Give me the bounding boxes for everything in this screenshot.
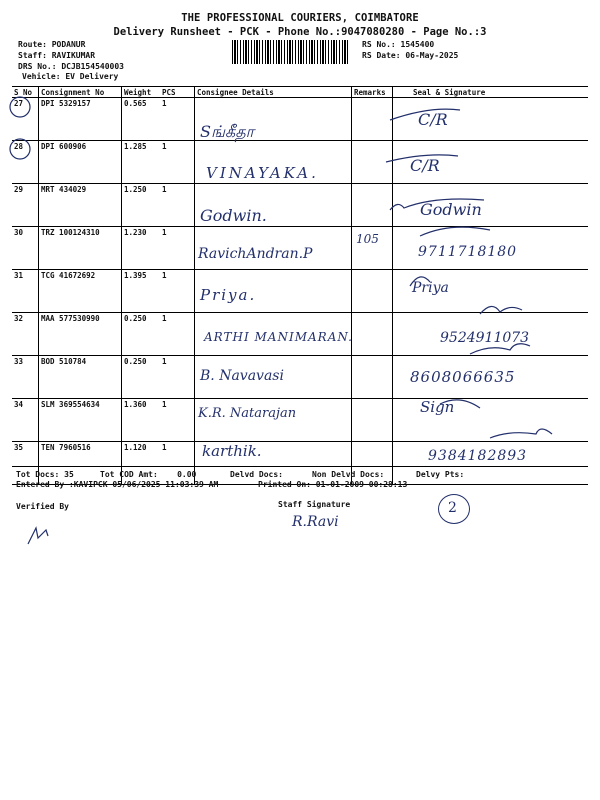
row-weight: 1.120: [122, 442, 161, 485]
seal-hw-35: 9384182893: [428, 448, 528, 464]
row-cn: TEN 7960516: [39, 442, 122, 485]
row-pcs: 1: [160, 270, 195, 313]
row-cn: TCG 41672692: [39, 270, 122, 313]
row-cn: DPI 5329157: [39, 98, 122, 141]
col-seal: Seal & Signature: [393, 87, 589, 98]
consignee-hw-27: Sங்கீதா: [200, 122, 254, 141]
row-cn: SLM 369554634: [39, 399, 122, 442]
row-sno: 27: [12, 98, 39, 141]
runsheet-title: Delivery Runsheet - PCK - Phone No.:9047080280 - Page No.:3: [113, 26, 487, 38]
row-sno: 34: [12, 399, 39, 442]
row-sno: 30: [12, 227, 39, 270]
consignee-hw-33: B. Navavasi: [200, 368, 284, 384]
staff-signature-label: Staff Signature: [278, 500, 351, 509]
company-title: THE PROFESSIONAL COURIERS, COIMBATORE: [181, 12, 419, 24]
seal-hw-33: 8608066635: [410, 368, 516, 386]
col-consignee: Consignee Details: [195, 87, 352, 98]
verified-by: Verified By: [16, 502, 69, 511]
delvd-docs: Delvd Docs:: [230, 470, 283, 479]
signature-scribbles: [380, 96, 580, 466]
delvy-pts: Delvy Pts:: [416, 470, 465, 479]
row-cn: BOD 510784: [39, 356, 122, 399]
entered-by: Entered By :KAVIPCK 05/06/2025 11:03:39 AM: [16, 480, 219, 489]
barcode: [232, 40, 350, 64]
row-pcs: 1: [160, 184, 195, 227]
row-weight: 1.230: [122, 227, 161, 270]
consignee-hw-28: VINAYAKA.: [206, 164, 319, 182]
printed-on: Printed On: 01-01-2009 00:28:13: [258, 480, 408, 489]
footer-divider: [12, 466, 588, 467]
row-pcs: 1: [160, 442, 195, 485]
non-delvd-docs: Non Delvd Docs:: [312, 470, 385, 479]
rs-number: RS No.: 1545400: [362, 40, 435, 49]
row-weight: 0.250: [122, 356, 161, 399]
seal-hw-29: Godwin: [420, 200, 482, 219]
col-weight: Weight: [122, 87, 161, 98]
row-sno: 32: [12, 313, 39, 356]
seal-hw-28: C/R: [410, 156, 440, 175]
route-label: Route: PODANUR: [18, 40, 86, 49]
vehicle-label: Vehicle: EV Delivery: [22, 72, 119, 81]
seal-hw-31: Priya: [412, 280, 449, 296]
row-cn: MRT 434029: [39, 184, 122, 227]
row-weight: 1.285: [122, 141, 161, 184]
seal-hw-30: 9711718180: [418, 244, 518, 260]
row-sno: 35: [12, 442, 39, 485]
consignee-hw-34: K.R. Natarajan: [198, 406, 297, 421]
row-pcs: 1: [160, 141, 195, 184]
col-pcs: PCS: [160, 87, 195, 98]
row-cn: TRZ 100124310: [39, 227, 122, 270]
staff-signature-hw: R.Ravi: [292, 514, 339, 530]
row-cn: DPI 600906: [39, 141, 122, 184]
remarks-hw: 105: [356, 232, 379, 246]
tot-cod: Tot COD Amt: 0.00: [100, 470, 197, 479]
row-weight: 1.250: [122, 184, 161, 227]
row-pcs: 1: [160, 313, 195, 356]
row-weight: 1.395: [122, 270, 161, 313]
verified-signature-mark: [26, 524, 52, 546]
consignee-hw-35: karthik.: [202, 442, 262, 460]
row-pcs: 1: [160, 227, 195, 270]
row-pcs: 1: [160, 399, 195, 442]
row-sno: 28: [12, 141, 39, 184]
row-weight: 0.565: [122, 98, 161, 141]
seal-hw-34: Sign: [420, 398, 455, 416]
staff-label: Staff: RAVIKUMAR: [18, 51, 96, 60]
col-consignment: Consignment No: [39, 87, 122, 98]
consignee-hw-32: ARTHI MANIMARAN.: [204, 330, 353, 344]
row-sno: 29: [12, 184, 39, 227]
row-cn: MAA 577530990: [39, 313, 122, 356]
seal-hw-32: 9524911073: [440, 330, 530, 346]
tot-docs: Tot Docs: 35: [16, 470, 74, 479]
col-remarks: Remarks: [352, 87, 393, 98]
row-sno: 31: [12, 270, 39, 313]
drs-label: DRS No.: DCJB154540003: [18, 62, 124, 71]
consignee-hw-29: Godwin.: [200, 206, 267, 225]
page-circle-number: 2: [448, 500, 457, 516]
row-weight: 1.360: [122, 399, 161, 442]
row-sno: 33: [12, 356, 39, 399]
consignee-hw-30: RavichAndran.P: [198, 246, 313, 262]
serial-circles: [8, 94, 34, 164]
col-sno: S No: [12, 87, 39, 98]
seal-hw-27: C/R: [418, 110, 448, 129]
row-weight: 0.250: [122, 313, 161, 356]
row-pcs: 1: [160, 98, 195, 141]
rs-date: RS Date: 06-May-2025: [362, 51, 459, 60]
row-pcs: 1: [160, 356, 195, 399]
consignee-hw-31: Priya.: [200, 286, 257, 304]
